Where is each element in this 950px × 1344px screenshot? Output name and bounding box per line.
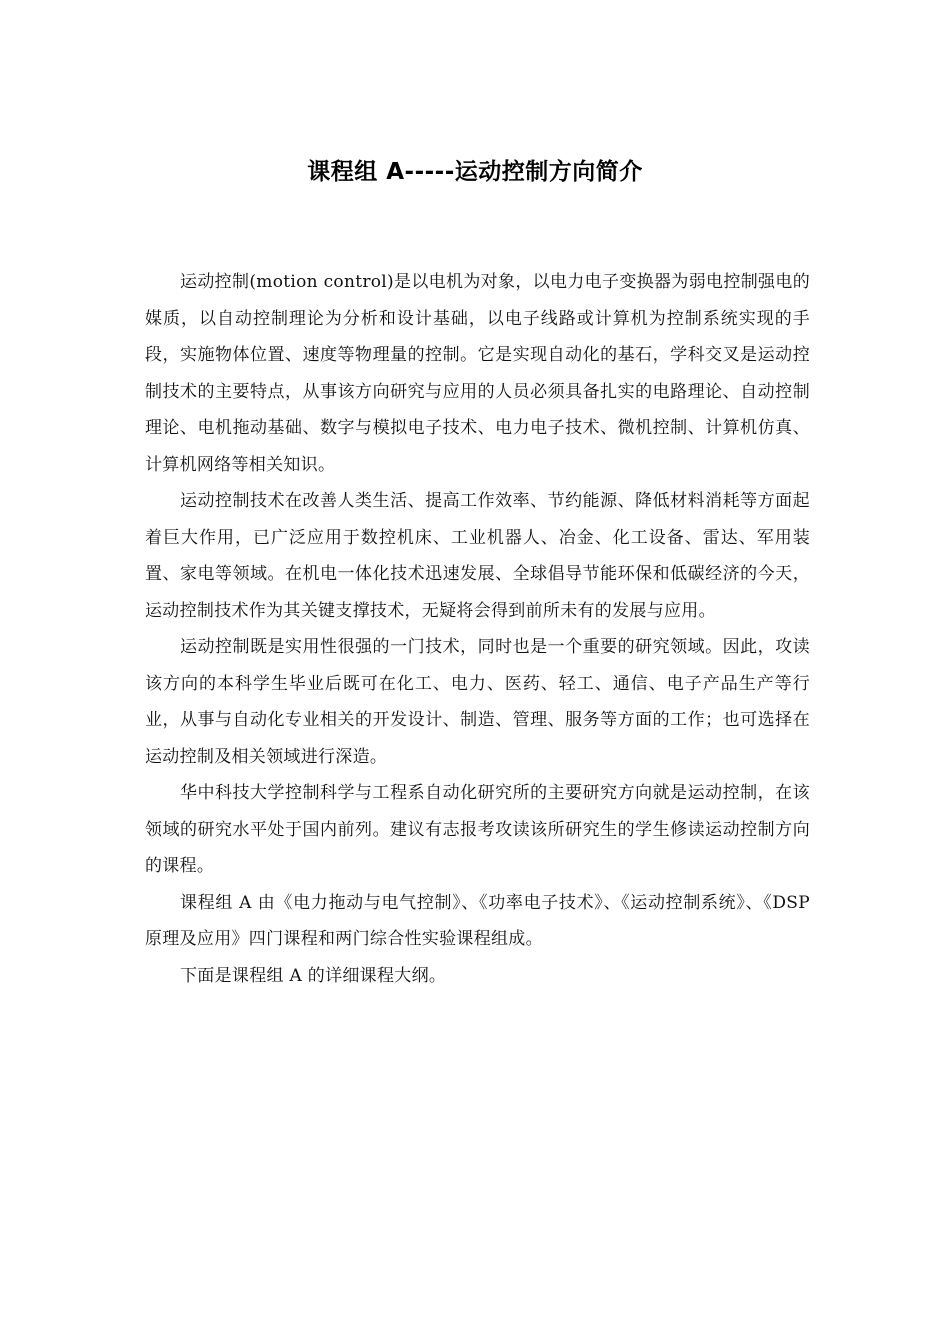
document-body bbox=[145, 264, 810, 994]
paragraph-applications: 运动控制技术在改善人类生活、提高工作效率、节约能源、降低材料消耗等方面起着巨大作用，已广泛应用于数控机床、工业机器人、冶金、化工设备、雷达、军用装置、家电等领域。在机电一体化技术迅速发展、全球倡导节能环保和低碳经济的今天，运动控制技术作为其关键支撑技术，无疑将会得到前所未有的发展与应用。 bbox=[145, 491, 810, 621]
paragraph-course-list: 课程组 A 由《电力拖动与电气控制》、《功率电子技术》、《运动控制系统》、《DSP 原理及应用》四门课程和两门综合性实验课程组成。 bbox=[145, 892, 810, 949]
paragraph-syllabus-intro: 下面是课程组 A 的详细课程大纲。 bbox=[180, 965, 447, 986]
paragraph-career-prospects: 运动控制既是实用性很强的一门技术，同时也是一个重要的研究领域。因此，攻读该方向的本科学生毕业后既可在化工、电力、医药、轻工、通信、电子产品生产等行业，从事与自动化专业相关的开发设计、制造、管理、服务等方面的工作；也可选择在运动控制及相关领域进行深造。 bbox=[145, 637, 810, 767]
document-title: 课程组 A-----运动控制方向简介 bbox=[307, 159, 643, 185]
paragraph-research-institute: 华中科技大学控制科学与工程系自动化研究所的主要研究方向就是运动控制，在该领域的研究水平处于国内前列。建议有志报考攻读该所研究生的学生修读运动控制方向的课程。 bbox=[145, 783, 810, 876]
paragraph-motion-control-definition: 运动控制(motion control)是以电机为对象，以电力电子变换器为弱电控制强电的媒质，以自动控制理论为分析和设计基础，以电子线路或计算机为控制系统实现的手段，实施物体位置、速度等物理量的控制。它是实现自动化的基石，学科交叉是运动控制技术的主要特点，从事该方向研究与应用的人员必须具备扎实的电路理论、自动控制理论、电机拖动基础、数字与模拟电子技术、电力电子技术、微机控制、计算机仿真、计算机网络等相关知识。 bbox=[145, 272, 810, 475]
